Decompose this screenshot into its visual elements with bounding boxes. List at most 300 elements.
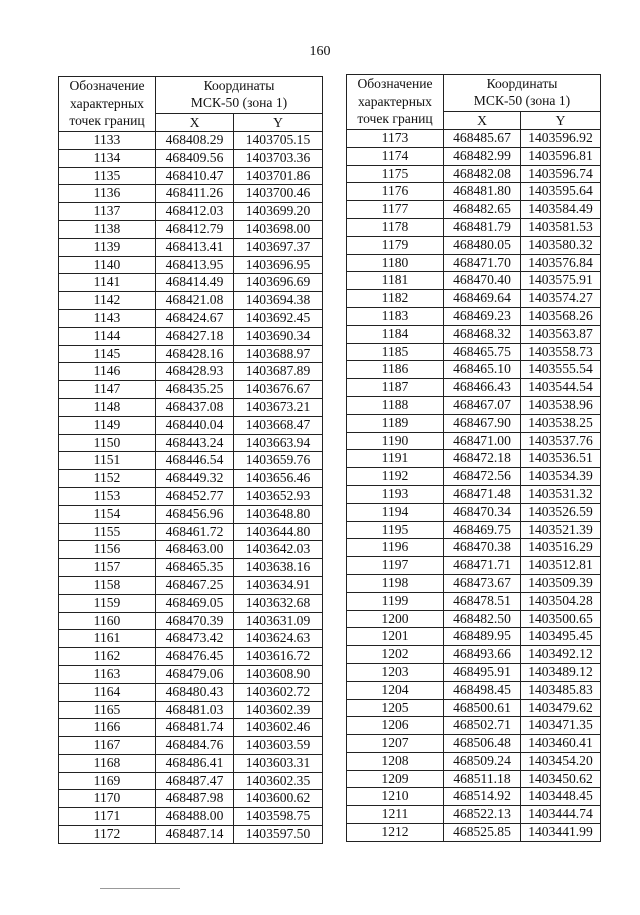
table-row: [59, 505, 323, 523]
x-coordinate-cell: 468472.56: [444, 468, 521, 486]
x-coordinate-cell: 468411.26: [156, 185, 234, 203]
x-coordinate-cell: 468473.42: [156, 630, 234, 648]
y-coordinate-cell: 1403563.87: [521, 325, 601, 343]
table-row: [347, 147, 601, 165]
point-id-cell: 1149: [59, 416, 156, 434]
y-coordinate-cell: 1403688.97: [234, 345, 323, 363]
table-row: [59, 665, 323, 683]
x-coordinate-cell: 468506.48: [444, 735, 521, 753]
x-coordinate-cell: 468465.75: [444, 343, 521, 361]
y-coordinate-cell: 1403512.81: [521, 557, 601, 575]
x-coordinate-cell: 468449.32: [156, 470, 234, 488]
x-coordinate-cell: 468476.45: [156, 648, 234, 666]
y-coordinate-cell: 1403632.68: [234, 594, 323, 612]
point-id-cell: 1174: [347, 147, 444, 165]
table-row: [59, 576, 323, 594]
x-coordinate-cell: 468466.43: [444, 379, 521, 397]
table-row: [59, 594, 323, 612]
table-row: [59, 345, 323, 363]
x-coordinate-cell: 468484.76: [156, 737, 234, 755]
table-row: [347, 165, 601, 183]
x-coordinate-cell: 468443.24: [156, 434, 234, 452]
y-coordinate-cell: 1403696.69: [234, 274, 323, 292]
coordinates-header-line: МСК-50 (зона 1): [473, 93, 571, 108]
y-coordinate-cell: 1403608.90: [234, 665, 323, 683]
point-id-cell: 1189: [347, 414, 444, 432]
table-row: [347, 432, 601, 450]
y-coordinate-cell: 1403574.27: [521, 290, 601, 308]
y-coordinate-cell: 1403699.20: [234, 203, 323, 221]
table-row: [59, 772, 323, 790]
table-row: [59, 559, 323, 577]
y-coordinate-cell: 1403581.53: [521, 218, 601, 236]
table-row: [59, 434, 323, 452]
coordinates-header-line: Координаты: [203, 78, 275, 93]
point-id-cell: 1163: [59, 665, 156, 683]
point-id-cell: 1135: [59, 167, 156, 185]
point-id-cell: 1153: [59, 487, 156, 505]
designation-header-line: Обозначение: [69, 78, 145, 93]
x-coordinate-cell: 468413.41: [156, 238, 234, 256]
point-id-cell: 1148: [59, 398, 156, 416]
page-number: 160: [309, 44, 331, 59]
x-coordinate-cell: 468409.56: [156, 149, 234, 167]
y-coordinate-cell: 1403489.12: [521, 663, 601, 681]
x-coordinate-cell: 468470.40: [444, 272, 521, 290]
table-row: [59, 470, 323, 488]
y-coordinate-cell: 1403595.64: [521, 183, 601, 201]
y-coordinate-cell: 1403575.91: [521, 272, 601, 290]
x-coordinate-cell: 468470.38: [444, 539, 521, 557]
point-id-cell: 1197: [347, 557, 444, 575]
point-id-cell: 1180: [347, 254, 444, 272]
coordinates-header: [444, 75, 601, 112]
point-id-cell: 1164: [59, 683, 156, 701]
y-coordinate-cell: 1403694.38: [234, 292, 323, 310]
point-id-cell: 1203: [347, 663, 444, 681]
x-coordinate-cell: 468470.39: [156, 612, 234, 630]
x-coordinate-cell: 468509.24: [444, 752, 521, 770]
x-coordinate-cell: 468469.23: [444, 307, 521, 325]
y-coordinate-cell: 1403705.15: [234, 132, 323, 150]
x-coordinate-cell: 468471.71: [444, 557, 521, 575]
table-row: [59, 826, 323, 844]
table-row: [347, 663, 601, 681]
y-coordinate-cell: 1403479.62: [521, 699, 601, 717]
y-coordinate-cell: 1403580.32: [521, 236, 601, 254]
table-row: [347, 414, 601, 432]
point-id-cell: 1176: [347, 183, 444, 201]
point-id-cell: 1134: [59, 149, 156, 167]
y-header: Y: [521, 112, 601, 130]
point-id-cell: 1151: [59, 452, 156, 470]
table-row: [59, 327, 323, 345]
x-coordinate-cell: 468471.00: [444, 432, 521, 450]
x-coordinate-cell: 468487.98: [156, 790, 234, 808]
y-coordinate-cell: 1403536.51: [521, 450, 601, 468]
x-coordinate-cell: 468487.14: [156, 826, 234, 844]
y-coordinate-cell: 1403616.72: [234, 648, 323, 666]
table-row: [347, 254, 601, 272]
table-row: [347, 130, 601, 148]
table-row: [347, 770, 601, 788]
y-coordinate-cell: 1403450.62: [521, 770, 601, 788]
point-id-cell: 1211: [347, 806, 444, 824]
y-coordinate-cell: 1403692.45: [234, 309, 323, 327]
y-coordinate-cell: 1403656.46: [234, 470, 323, 488]
point-id-cell: 1140: [59, 256, 156, 274]
table-row: [59, 630, 323, 648]
table-row: [347, 201, 601, 219]
y-coordinate-cell: 1403603.59: [234, 737, 323, 755]
y-coordinate-cell: 1403597.50: [234, 826, 323, 844]
table-row: [347, 824, 601, 842]
y-coordinate-cell: 1403668.47: [234, 416, 323, 434]
table-row: [347, 218, 601, 236]
y-coordinate-cell: 1403663.94: [234, 434, 323, 452]
table-row: [59, 523, 323, 541]
y-coordinate-cell: 1403441.99: [521, 824, 601, 842]
coordinates-table-left: [58, 76, 323, 844]
table-row: [59, 381, 323, 399]
y-coordinate-cell: 1403538.25: [521, 414, 601, 432]
point-id-cell: 1146: [59, 363, 156, 381]
table-row: [347, 646, 601, 664]
y-coordinate-cell: 1403504.28: [521, 592, 601, 610]
point-id-cell: 1184: [347, 325, 444, 343]
designation-header-line: характерных: [70, 95, 144, 111]
left-table-body: [59, 132, 323, 844]
table-row: [59, 274, 323, 292]
table-row: [59, 167, 323, 185]
table-row: [59, 737, 323, 755]
x-coordinate-cell: 468467.25: [156, 576, 234, 594]
point-id-cell: 1194: [347, 503, 444, 521]
table-row: [347, 343, 601, 361]
table-row: [347, 236, 601, 254]
point-id-cell: 1190: [347, 432, 444, 450]
x-coordinate-cell: 468482.08: [444, 165, 521, 183]
x-coordinate-cell: 468495.91: [444, 663, 521, 681]
table-row: [347, 379, 601, 397]
x-coordinate-cell: 468482.65: [444, 201, 521, 219]
x-coordinate-cell: 468493.66: [444, 646, 521, 664]
point-id-cell: 1157: [59, 559, 156, 577]
y-coordinate-cell: 1403500.65: [521, 610, 601, 628]
x-coordinate-cell: 468473.67: [444, 574, 521, 592]
x-coordinate-cell: 468482.50: [444, 610, 521, 628]
point-id-cell: 1152: [59, 470, 156, 488]
x-coordinate-cell: 468428.16: [156, 345, 234, 363]
x-coordinate-cell: 468440.04: [156, 416, 234, 434]
table-row: [59, 203, 323, 221]
x-coordinate-cell: 468452.77: [156, 487, 234, 505]
table-row: [347, 361, 601, 379]
x-coordinate-cell: 468488.00: [156, 808, 234, 826]
point-id-cell: 1207: [347, 735, 444, 753]
y-coordinate-cell: 1403534.39: [521, 468, 601, 486]
x-coordinate-cell: 468421.08: [156, 292, 234, 310]
table-row: [59, 309, 323, 327]
table-row: [347, 628, 601, 646]
x-coordinate-cell: 468482.99: [444, 147, 521, 165]
y-coordinate-cell: 1403634.91: [234, 576, 323, 594]
table-row: [347, 450, 601, 468]
point-id-cell: 1182: [347, 290, 444, 308]
x-coordinate-cell: 468514.92: [444, 788, 521, 806]
y-coordinate-cell: 1403648.80: [234, 505, 323, 523]
y-coordinate-cell: 1403531.32: [521, 485, 601, 503]
x-coordinate-cell: 468500.61: [444, 699, 521, 717]
point-id-cell: 1199: [347, 592, 444, 610]
y-coordinate-cell: 1403444.74: [521, 806, 601, 824]
y-coordinate-cell: 1403568.26: [521, 307, 601, 325]
y-coordinate-cell: 1403558.73: [521, 343, 601, 361]
y-coordinate-cell: 1403624.63: [234, 630, 323, 648]
point-id-cell: 1144: [59, 327, 156, 345]
point-id-cell: 1133: [59, 132, 156, 150]
y-coordinate-cell: 1403460.41: [521, 735, 601, 753]
designation-header-line: Обозначение: [357, 76, 433, 91]
table-row: [59, 648, 323, 666]
y-coordinate-cell: 1403521.39: [521, 521, 601, 539]
table-row: [59, 132, 323, 150]
point-id-cell: 1169: [59, 772, 156, 790]
point-id-cell: 1143: [59, 309, 156, 327]
point-id-cell: 1181: [347, 272, 444, 290]
y-coordinate-cell: 1403659.76: [234, 452, 323, 470]
point-id-cell: 1159: [59, 594, 156, 612]
point-id-cell: 1141: [59, 274, 156, 292]
table-row: [347, 557, 601, 575]
y-coordinate-cell: 1403516.29: [521, 539, 601, 557]
x-coordinate-cell: 468410.47: [156, 167, 234, 185]
y-coordinate-cell: 1403644.80: [234, 523, 323, 541]
x-header: X: [156, 114, 234, 132]
x-coordinate-cell: 468465.35: [156, 559, 234, 577]
x-coordinate-cell: 468469.75: [444, 521, 521, 539]
x-coordinate-cell: 468481.03: [156, 701, 234, 719]
table-row: [347, 539, 601, 557]
x-coordinate-cell: 468478.51: [444, 592, 521, 610]
point-id-cell: 1147: [59, 381, 156, 399]
x-coordinate-cell: 468413.95: [156, 256, 234, 274]
y-coordinate-cell: 1403638.16: [234, 559, 323, 577]
table-row: [347, 752, 601, 770]
y-coordinate-cell: 1403495.45: [521, 628, 601, 646]
y-header: Y: [234, 114, 323, 132]
table-row: [347, 735, 601, 753]
table-row: [347, 396, 601, 414]
y-coordinate-cell: 1403538.96: [521, 396, 601, 414]
point-id-cell: 1142: [59, 292, 156, 310]
table-row: [347, 183, 601, 201]
y-coordinate-cell: 1403448.45: [521, 788, 601, 806]
y-coordinate-cell: 1403701.86: [234, 167, 323, 185]
y-coordinate-cell: 1403642.03: [234, 541, 323, 559]
y-coordinate-cell: 1403602.46: [234, 719, 323, 737]
point-id-cell: 1172: [59, 826, 156, 844]
table-row: [347, 699, 601, 717]
table-row: [59, 256, 323, 274]
point-id-cell: 1191: [347, 450, 444, 468]
table-row: [59, 452, 323, 470]
x-coordinate-cell: 468525.85: [444, 824, 521, 842]
table-row: [347, 592, 601, 610]
coordinates-table-right: [346, 74, 601, 842]
point-id-cell: 1162: [59, 648, 156, 666]
y-coordinate-cell: 1403584.49: [521, 201, 601, 219]
x-coordinate-cell: 468470.34: [444, 503, 521, 521]
x-coordinate-cell: 468481.79: [444, 218, 521, 236]
point-id-cell: 1175: [347, 165, 444, 183]
y-coordinate-cell: 1403687.89: [234, 363, 323, 381]
footer-divider: [100, 888, 180, 889]
point-id-cell: 1173: [347, 130, 444, 148]
table-row: [347, 325, 601, 343]
y-coordinate-cell: 1403576.84: [521, 254, 601, 272]
table-row: [59, 238, 323, 256]
designation-header-line: точек границ: [69, 113, 145, 128]
x-coordinate-cell: 468463.00: [156, 541, 234, 559]
point-id-cell: 1161: [59, 630, 156, 648]
table-row: [347, 468, 601, 486]
point-id-cell: 1198: [347, 574, 444, 592]
y-coordinate-cell: 1403697.37: [234, 238, 323, 256]
x-coordinate-cell: 468480.43: [156, 683, 234, 701]
point-id-cell: 1209: [347, 770, 444, 788]
table-row: [347, 307, 601, 325]
y-coordinate-cell: 1403537.76: [521, 432, 601, 450]
y-coordinate-cell: 1403652.93: [234, 487, 323, 505]
point-id-cell: 1196: [347, 539, 444, 557]
x-coordinate-cell: 468446.54: [156, 452, 234, 470]
x-coordinate-cell: 468465.10: [444, 361, 521, 379]
point-id-cell: 1177: [347, 201, 444, 219]
x-coordinate-cell: 468511.18: [444, 770, 521, 788]
table-row: [59, 220, 323, 238]
coordinates-header-line: МСК-50 (зона 1): [190, 95, 288, 110]
point-id-cell: 1204: [347, 681, 444, 699]
point-id-cell: 1185: [347, 343, 444, 361]
y-coordinate-cell: 1403544.54: [521, 379, 601, 397]
point-id-cell: 1154: [59, 505, 156, 523]
table-row: [347, 610, 601, 628]
y-coordinate-cell: 1403555.54: [521, 361, 601, 379]
y-coordinate-cell: 1403596.92: [521, 130, 601, 148]
point-id-cell: 1179: [347, 236, 444, 254]
point-id-cell: 1171: [59, 808, 156, 826]
x-coordinate-cell: 468412.03: [156, 203, 234, 221]
y-coordinate-cell: 1403598.75: [234, 808, 323, 826]
point-id-cell: 1155: [59, 523, 156, 541]
x-coordinate-cell: 468489.95: [444, 628, 521, 646]
point-id-cell: 1137: [59, 203, 156, 221]
point-id-cell: 1212: [347, 824, 444, 842]
x-coordinate-cell: 468468.32: [444, 325, 521, 343]
point-id-cell: 1167: [59, 737, 156, 755]
table-row: [59, 701, 323, 719]
x-coordinate-cell: 468461.72: [156, 523, 234, 541]
table-row: [59, 487, 323, 505]
table-row: [59, 683, 323, 701]
x-coordinate-cell: 468522.13: [444, 806, 521, 824]
table-row: [347, 717, 601, 735]
x-coordinate-cell: 468467.90: [444, 414, 521, 432]
designation-header: [59, 77, 156, 132]
point-id-cell: 1178: [347, 218, 444, 236]
x-coordinate-cell: 468481.80: [444, 183, 521, 201]
x-coordinate-cell: 468456.96: [156, 505, 234, 523]
point-id-cell: 1145: [59, 345, 156, 363]
table-row: [347, 574, 601, 592]
point-id-cell: 1170: [59, 790, 156, 808]
designation-header-line: характерных: [358, 93, 432, 109]
x-coordinate-cell: 468471.48: [444, 485, 521, 503]
point-id-cell: 1156: [59, 541, 156, 559]
table-row: [59, 719, 323, 737]
y-coordinate-cell: 1403509.39: [521, 574, 601, 592]
y-coordinate-cell: 1403696.95: [234, 256, 323, 274]
point-id-cell: 1168: [59, 754, 156, 772]
x-coordinate-cell: 468485.67: [444, 130, 521, 148]
point-id-cell: 1200: [347, 610, 444, 628]
point-id-cell: 1201: [347, 628, 444, 646]
table-row: [59, 541, 323, 559]
x-coordinate-cell: 468486.41: [156, 754, 234, 772]
y-coordinate-cell: 1403471.35: [521, 717, 601, 735]
table-row: [59, 363, 323, 381]
x-coordinate-cell: 468479.06: [156, 665, 234, 683]
x-coordinate-cell: 468435.25: [156, 381, 234, 399]
point-id-cell: 1150: [59, 434, 156, 452]
point-id-cell: 1165: [59, 701, 156, 719]
x-coordinate-cell: 468502.71: [444, 717, 521, 735]
x-coordinate-cell: 468481.74: [156, 719, 234, 737]
y-coordinate-cell: 1403454.20: [521, 752, 601, 770]
x-header: X: [444, 112, 521, 130]
y-coordinate-cell: 1403602.39: [234, 701, 323, 719]
point-id-cell: 1139: [59, 238, 156, 256]
y-coordinate-cell: 1403676.67: [234, 381, 323, 399]
table-row: [59, 790, 323, 808]
designation-header: [347, 75, 444, 130]
table-row: [59, 808, 323, 826]
table-row: [59, 416, 323, 434]
y-coordinate-cell: 1403673.21: [234, 398, 323, 416]
point-id-cell: 1210: [347, 788, 444, 806]
point-id-cell: 1193: [347, 485, 444, 503]
y-coordinate-cell: 1403602.72: [234, 683, 323, 701]
y-coordinate-cell: 1403690.34: [234, 327, 323, 345]
y-coordinate-cell: 1403492.12: [521, 646, 601, 664]
right-table-body: [347, 130, 601, 842]
point-id-cell: 1183: [347, 307, 444, 325]
point-id-cell: 1195: [347, 521, 444, 539]
coordinates-header-line: Координаты: [486, 76, 558, 91]
point-id-cell: 1205: [347, 699, 444, 717]
point-id-cell: 1138: [59, 220, 156, 238]
table-row: [347, 806, 601, 824]
point-id-cell: 1166: [59, 719, 156, 737]
point-id-cell: 1187: [347, 379, 444, 397]
x-coordinate-cell: 468412.79: [156, 220, 234, 238]
y-coordinate-cell: 1403526.59: [521, 503, 601, 521]
x-coordinate-cell: 468469.64: [444, 290, 521, 308]
x-coordinate-cell: 468498.45: [444, 681, 521, 699]
designation-header-line: точек границ: [357, 111, 433, 126]
table-row: [59, 149, 323, 167]
